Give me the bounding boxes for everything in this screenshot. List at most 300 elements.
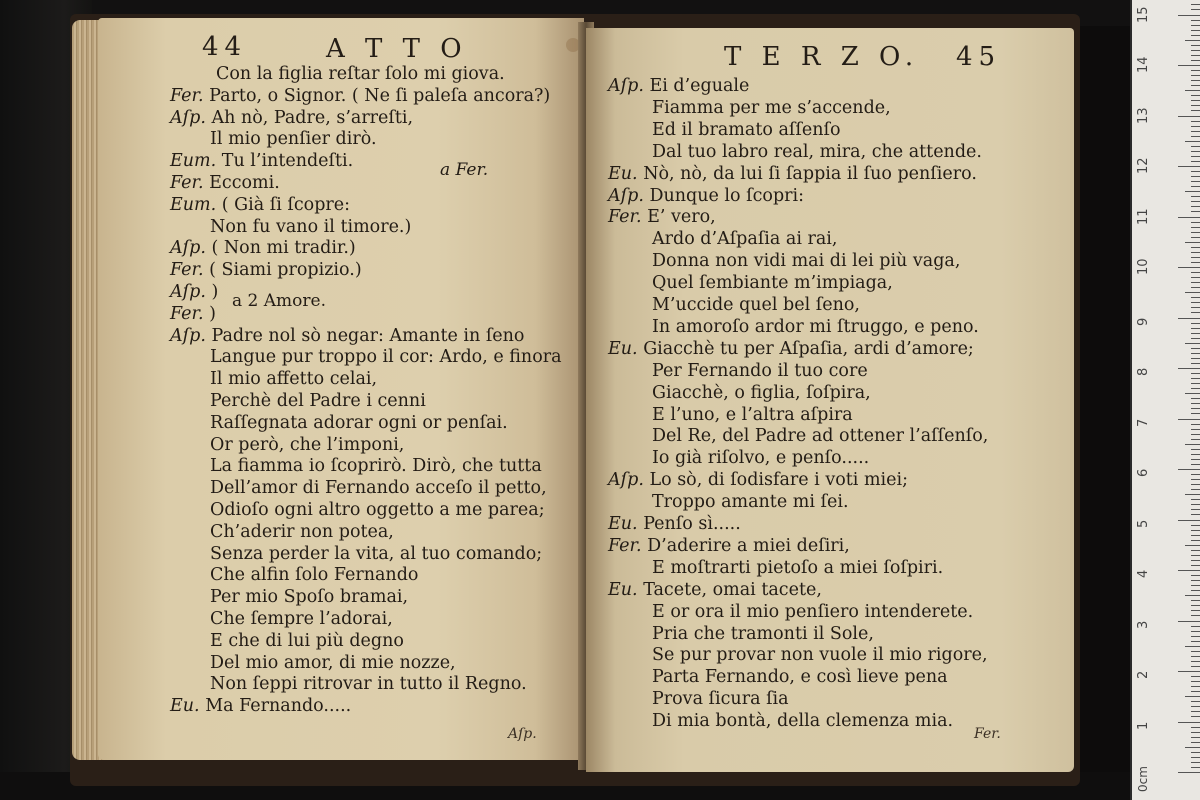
text-line — [170, 282, 218, 302]
ruler-tick — [1191, 600, 1200, 601]
ruler-tick — [1191, 146, 1200, 147]
text-line — [210, 391, 426, 411]
speaker-label: Aſp. — [170, 238, 206, 259]
verse-text: Tu l’intendeſti. — [221, 151, 354, 172]
ruler-tick — [1191, 631, 1200, 632]
ruler-tick — [1191, 676, 1200, 677]
ruler-tick — [1191, 85, 1200, 86]
verse-text: Che alfin ſolo Fernando — [210, 565, 419, 586]
left-running-head: A T T O — [326, 34, 468, 64]
ruler-tick — [1191, 222, 1200, 223]
ruler-tick — [1178, 570, 1200, 571]
ruler-tick — [1191, 388, 1200, 389]
verse-text: Per Fernando il tuo core — [652, 360, 868, 381]
text-line — [170, 195, 350, 215]
speaker-label: Aſp. — [608, 470, 644, 491]
ruler-tick — [1191, 45, 1200, 46]
ruler-tick — [1185, 494, 1200, 495]
ruler-number: 13 — [1136, 106, 1151, 124]
text-line — [652, 383, 871, 403]
speaker-label: Aſp. — [608, 185, 644, 206]
verse-text: ) — [209, 303, 216, 324]
ruler-tick — [1191, 151, 1200, 152]
ruler-tick — [1191, 666, 1200, 667]
text-line — [210, 129, 377, 149]
text-line — [652, 273, 893, 293]
verse-text: Or però, che l’imponi, — [210, 434, 405, 455]
text-line — [608, 339, 974, 359]
ruler-tick — [1191, 75, 1200, 76]
ruler-tick — [1191, 585, 1200, 586]
verse-text: Pria che tramonti il Sole, — [652, 623, 874, 644]
ruler-tick — [1191, 262, 1200, 263]
ruler-tick — [1185, 696, 1200, 697]
ruler-tick — [1185, 141, 1200, 142]
verse-text: Io già riſolvo, e penſo..... — [652, 448, 870, 469]
ruler-tick — [1191, 681, 1200, 682]
ruler-tick — [1191, 550, 1200, 551]
speaker-label: Eu. — [608, 579, 638, 600]
verse-text: Langue pur troppo il cor: Ardo, e finora — [210, 347, 562, 368]
ruler-tick — [1191, 30, 1200, 31]
verse-text: In amoroſo ardor mi ſtruggo, e peno. — [652, 316, 979, 337]
text-line — [652, 689, 789, 709]
ruler-tick — [1178, 671, 1200, 672]
ruler-tick — [1191, 176, 1200, 177]
speaker-label: Fer. — [170, 173, 204, 193]
text-line — [652, 142, 982, 162]
verse-text: E moſtrarti pietoſo a miei ſoſpiri. — [652, 557, 944, 578]
text-line — [652, 295, 860, 315]
ruler-tick — [1191, 227, 1200, 228]
ruler-tick — [1191, 206, 1200, 207]
ruler-tick — [1191, 459, 1200, 460]
ruler-number: 1 — [1136, 721, 1151, 730]
text-line — [652, 251, 960, 271]
ruler-tick — [1185, 444, 1200, 445]
speaker-label: Aſp. — [170, 107, 206, 128]
ruler-tick — [1191, 413, 1200, 414]
ruler-tick — [1191, 323, 1200, 324]
verse-text: Tacete, omai tacete, — [643, 579, 822, 600]
left-page — [98, 18, 584, 760]
ruler-tick — [1191, 353, 1200, 354]
ruler-tick — [1191, 95, 1200, 96]
ruler-tick — [1178, 772, 1200, 773]
ruler-tick — [1191, 398, 1200, 399]
text-line — [608, 207, 716, 227]
ruler-tick — [1191, 297, 1200, 298]
ruler-tick — [1191, 565, 1200, 566]
verse-text: Odioſo ogni altro oggetto a me parea; — [210, 500, 545, 520]
right-catchword: Fer. — [974, 726, 1001, 742]
verse-text: La fiamma io ſcoprirò. Dirò, che tutta — [210, 456, 542, 477]
text-line — [652, 558, 943, 578]
ruler-tick — [1191, 333, 1200, 334]
text-line — [652, 448, 869, 468]
ruler-tick — [1191, 110, 1200, 111]
ruler-tick — [1191, 767, 1200, 768]
ruler-tick — [1191, 691, 1200, 692]
ruler-number: 12 — [1136, 157, 1151, 174]
ruler-tick — [1191, 711, 1200, 712]
ruler-number: 6 — [1136, 468, 1151, 477]
verse-text: Quel ſembiante m’impiaga, — [652, 273, 893, 294]
verse-text: Dal tuo labro real, mira, che attende. — [652, 141, 982, 162]
ruler-tick — [1191, 590, 1200, 591]
ruler-tick — [1191, 429, 1200, 430]
ruler-tick — [1191, 641, 1200, 642]
ruler-tick — [1191, 211, 1200, 212]
speaker-label: Aſp. — [608, 76, 644, 96]
text-line — [652, 426, 988, 446]
text-line — [170, 304, 216, 324]
ruler-tick — [1191, 762, 1200, 763]
text-line — [210, 587, 408, 607]
ruler-tick — [1191, 378, 1200, 379]
text-line — [210, 522, 394, 542]
speaker-label: Aſp. — [170, 282, 206, 302]
verse-text: Non fu vano il timore.) — [210, 216, 412, 237]
text-line — [210, 631, 404, 651]
ruler-number: 5 — [1136, 519, 1151, 528]
ruler-tick — [1191, 540, 1200, 541]
ruler-number: 7 — [1136, 418, 1151, 427]
right-page — [586, 28, 1074, 772]
ruler-tick — [1191, 196, 1200, 197]
text-line — [170, 86, 550, 106]
ruler-tick — [1191, 181, 1200, 182]
ruler-tick — [1191, 605, 1200, 606]
ruler-tick — [1191, 70, 1200, 71]
ruler-number: 3 — [1136, 620, 1151, 629]
verse-text: Ch’aderir non potea, — [210, 521, 394, 542]
verse-text: Giacchè tu per Aſpaſia, ardi d’amore; — [643, 338, 974, 359]
ruler-tick — [1178, 469, 1200, 470]
ruler-tick — [1178, 419, 1200, 420]
ruler-tick — [1191, 247, 1200, 248]
text-line — [210, 565, 418, 585]
verse-text: Donna non vidi mai di lei più vaga, — [652, 251, 961, 272]
ruler-tick — [1178, 722, 1200, 723]
text-line — [210, 217, 411, 237]
ruler-tick — [1191, 661, 1200, 662]
ruler-tick — [1185, 343, 1200, 344]
ruler-tick — [1191, 560, 1200, 561]
verse-text: Dunque lo ſcopri: — [649, 185, 805, 206]
ruler-tick — [1191, 509, 1200, 510]
ruler-tick — [1191, 338, 1200, 339]
text-line — [210, 478, 547, 498]
ruler-tick — [1185, 393, 1200, 394]
text-line — [210, 500, 545, 520]
speaker-label: Eu. — [608, 163, 638, 184]
speaker-label: Eum. — [170, 194, 217, 215]
speaker-label: Aſp. — [170, 325, 206, 346]
ruler-tick — [1191, 252, 1200, 253]
verse-text: ) — [211, 282, 219, 302]
verse-text: Senza perder la vita, al tuo comando; — [210, 543, 543, 564]
ruler-tick — [1191, 499, 1200, 500]
ruler-tick — [1178, 520, 1200, 521]
ruler-tick — [1185, 242, 1200, 243]
text-line — [608, 580, 822, 600]
text-line — [652, 602, 973, 622]
ruler-tick — [1191, 20, 1200, 21]
speaker-label: Eu. — [170, 696, 200, 717]
speaker-label: Eum. — [170, 151, 217, 172]
ruler-number: 2 — [1136, 670, 1151, 679]
ruler-tick — [1191, 55, 1200, 56]
verse-text: Raſſegnata adorar ogni or penſai. — [210, 412, 508, 433]
ruler-tick — [1191, 121, 1200, 122]
verse-text: Parto, o Signor. ( Ne ſi paleſa ancora?) — [209, 85, 551, 106]
text-line — [652, 492, 849, 512]
speaker-label: Fer. — [170, 260, 204, 281]
left-page-number: 44 — [202, 32, 248, 62]
text-line — [210, 609, 393, 629]
verse-text: Troppo amante mi ſei. — [652, 492, 849, 513]
ruler-tick — [1191, 161, 1200, 162]
verse-text: Con la figlia reſtar ſolo mi giova. — [216, 64, 505, 84]
ruler-tick — [1191, 328, 1200, 329]
verse-text: E l’uno, e l’altra aſpira — [652, 404, 853, 425]
ruler-tick — [1191, 555, 1200, 556]
text-line — [210, 413, 508, 433]
ruler-tick — [1185, 292, 1200, 293]
ruler-tick — [1185, 595, 1200, 596]
verse-text: Giacchè, o figlia, ſoſpira, — [652, 382, 871, 403]
ruler-tick — [1191, 535, 1200, 536]
ruler-tick — [1191, 525, 1200, 526]
verse-text: M’uccide quel bel ſeno, — [652, 295, 860, 315]
verse-text: Il mio affetto celai, — [210, 369, 378, 390]
ruler-tick — [1178, 621, 1200, 622]
verse-text: E che di lui più degno — [210, 630, 404, 651]
ruler-tick — [1178, 166, 1200, 167]
verse-text: Se pur provar non vuole il mio rigore, — [652, 645, 988, 666]
ruler-tick — [1178, 368, 1200, 369]
text-line — [652, 229, 837, 249]
ruler-tick — [1191, 514, 1200, 515]
ruler-tick — [1185, 646, 1200, 647]
ruler-tick — [1191, 615, 1200, 616]
ruler-tick — [1191, 272, 1200, 273]
verse-text: Di mia bontà, della clemenza mia. — [652, 711, 954, 732]
verse-text: Lo sò, di ſodisfare i voti miei; — [649, 470, 908, 491]
right-running-head: T E R Z O. — [724, 42, 920, 72]
ruler-tick — [1191, 136, 1200, 137]
speaker-label: Fer. — [170, 303, 204, 324]
text-line — [170, 260, 362, 280]
ruler-tick — [1191, 752, 1200, 753]
ruler-tick — [1191, 35, 1200, 36]
ruler-tick — [1191, 186, 1200, 187]
text-line — [652, 711, 953, 731]
verse-text: Ed il bramato aſſenſo — [652, 119, 841, 140]
ruler-tick — [1178, 318, 1200, 319]
verse-text: Eccomi. — [209, 173, 280, 193]
text-line — [216, 64, 505, 84]
text-line — [652, 98, 891, 118]
ruler-tick — [1178, 217, 1200, 218]
ruler-tick — [1191, 80, 1200, 81]
ruler-tick — [1191, 4, 1200, 5]
ruler-tick — [1191, 656, 1200, 657]
ruler-tick — [1191, 504, 1200, 505]
verse-text: Non ſeppi ritrovar in tutto il Regno. — [210, 674, 527, 695]
verse-text: E or ora il mio penſiero intenderete. — [652, 601, 974, 622]
ruler-tick — [1191, 287, 1200, 288]
ruler-unit-label: 0cm — [1136, 766, 1150, 792]
ruler-tick — [1178, 116, 1200, 117]
text-line — [170, 151, 353, 171]
ruler-tick — [1191, 282, 1200, 283]
ruler-number: 9 — [1136, 317, 1151, 326]
verse-text: Del Re, del Padre ad ottener l’aſſenſo, — [652, 426, 989, 447]
verse-text: Perchè del Padre i cenni — [210, 391, 426, 411]
verse-text: Penſo sì..... — [643, 514, 741, 534]
ruler-tick — [1191, 25, 1200, 26]
verse-text: Dell’amor di Fernando acceſo il petto, — [210, 478, 547, 499]
speaker-label: Fer. — [170, 85, 204, 106]
ruler-tick — [1191, 307, 1200, 308]
ruler-tick — [1191, 302, 1200, 303]
ruler-tick — [1191, 489, 1200, 490]
ruler-tick — [1191, 126, 1200, 127]
text-line — [652, 645, 988, 665]
right-page-number: 45 — [956, 42, 1002, 72]
ruler-tick — [1191, 449, 1200, 450]
text-line — [652, 667, 948, 687]
verse-text: Fiamma per me s’accende, — [652, 97, 891, 118]
ruler-tick — [1191, 454, 1200, 455]
speaker-label: Eu. — [608, 338, 638, 359]
left-catchword: Aſp. — [508, 726, 537, 742]
ruler-tick — [1191, 312, 1200, 313]
text-line — [652, 361, 868, 381]
ruler-tick — [1191, 363, 1200, 364]
text-line — [210, 369, 377, 389]
verse-text: Il mio penſier dirò. — [210, 129, 377, 150]
text-line — [652, 317, 979, 337]
verse-text: Padre nol sò negar: Amante in ſeno — [211, 325, 525, 346]
ruler-tick — [1191, 232, 1200, 233]
ruler-tick — [1191, 373, 1200, 374]
text-line — [608, 470, 908, 490]
text-line — [608, 186, 804, 206]
ruler-tick — [1191, 474, 1200, 475]
ruler-tick — [1191, 727, 1200, 728]
duet-note: a 2 Amore. — [232, 291, 326, 311]
ruler-number: 10 — [1136, 258, 1151, 275]
verse-text: D’aderire a miei deſiri, — [647, 535, 850, 556]
ruler-tick — [1191, 237, 1200, 238]
verse-text: Ah nò, Padre, s’arreſti, — [211, 107, 414, 128]
measurement-ruler — [1130, 0, 1200, 800]
text-line — [210, 653, 456, 673]
ruler-tick — [1191, 348, 1200, 349]
verse-text: ( Già ſi ſcopre: — [221, 194, 351, 215]
verse-text: E’ vero, — [647, 207, 716, 228]
verse-text: Che ſempre l’adorai, — [210, 609, 393, 629]
ruler-tick — [1185, 90, 1200, 91]
verse-text: Ma Fernando..... — [205, 696, 352, 717]
ruler-tick — [1185, 747, 1200, 748]
ruler-number: 8 — [1136, 367, 1151, 376]
text-line — [652, 120, 840, 140]
verse-text: Nò, nò, da lui ſi ſappia il ſuo penſiero. — [643, 163, 977, 184]
verse-text: Parta Fernando, e così lieve pena — [652, 667, 948, 688]
text-line — [210, 435, 404, 455]
ruler-tick — [1191, 626, 1200, 627]
text-line — [210, 456, 542, 476]
verse-text: Ei d’eguale — [649, 76, 750, 96]
verse-text: ( Siami propizio.) — [209, 260, 362, 281]
ruler-number: 4 — [1136, 569, 1151, 578]
ruler-tick — [1191, 383, 1200, 384]
ruler-tick — [1191, 580, 1200, 581]
text-line — [170, 326, 524, 346]
ruler-number: 11 — [1136, 207, 1151, 225]
aside-note: a Fer. — [440, 160, 489, 180]
text-line — [608, 536, 850, 556]
ruler-number: 15 — [1136, 5, 1151, 23]
ruler-tick — [1191, 50, 1200, 51]
ruler-tick — [1191, 686, 1200, 687]
text-line — [608, 164, 977, 184]
ruler-tick — [1185, 545, 1200, 546]
text-line — [210, 347, 562, 367]
ruler-tick — [1191, 434, 1200, 435]
verse-text: Del mio amor, di mie nozze, — [210, 652, 456, 673]
ruler-tick — [1191, 171, 1200, 172]
ruler-tick — [1185, 40, 1200, 41]
ruler-tick — [1191, 610, 1200, 611]
ruler-tick — [1191, 530, 1200, 531]
ruler-tick — [1191, 131, 1200, 132]
text-line — [210, 674, 527, 694]
speaker-label: Fer. — [608, 207, 642, 228]
text-line — [608, 514, 741, 534]
ruler-tick — [1191, 484, 1200, 485]
ruler-tick — [1191, 651, 1200, 652]
text-line — [170, 173, 280, 193]
ruler-tick — [1191, 105, 1200, 106]
speaker-label: Eu. — [608, 514, 638, 534]
verse-text: Ardo d’Aſpaſia ai rai, — [652, 229, 838, 250]
text-line — [170, 696, 351, 716]
text-line — [652, 624, 874, 644]
text-line — [652, 405, 853, 425]
speaker-label: Fer. — [608, 535, 642, 556]
ruler-tick — [1191, 706, 1200, 707]
ruler-tick — [1191, 358, 1200, 359]
ruler-tick — [1191, 9, 1200, 10]
ruler-tick — [1191, 424, 1200, 425]
ruler-tick — [1191, 100, 1200, 101]
ruler-tick — [1191, 732, 1200, 733]
ruler-tick — [1191, 701, 1200, 702]
ruler-tick — [1191, 575, 1200, 576]
ruler-tick — [1178, 267, 1200, 268]
ruler-tick — [1191, 716, 1200, 717]
ruler-tick — [1191, 257, 1200, 258]
ruler-tick — [1191, 757, 1200, 758]
text-line — [170, 108, 413, 128]
ruler-tick — [1178, 65, 1200, 66]
ruler-tick — [1191, 742, 1200, 743]
